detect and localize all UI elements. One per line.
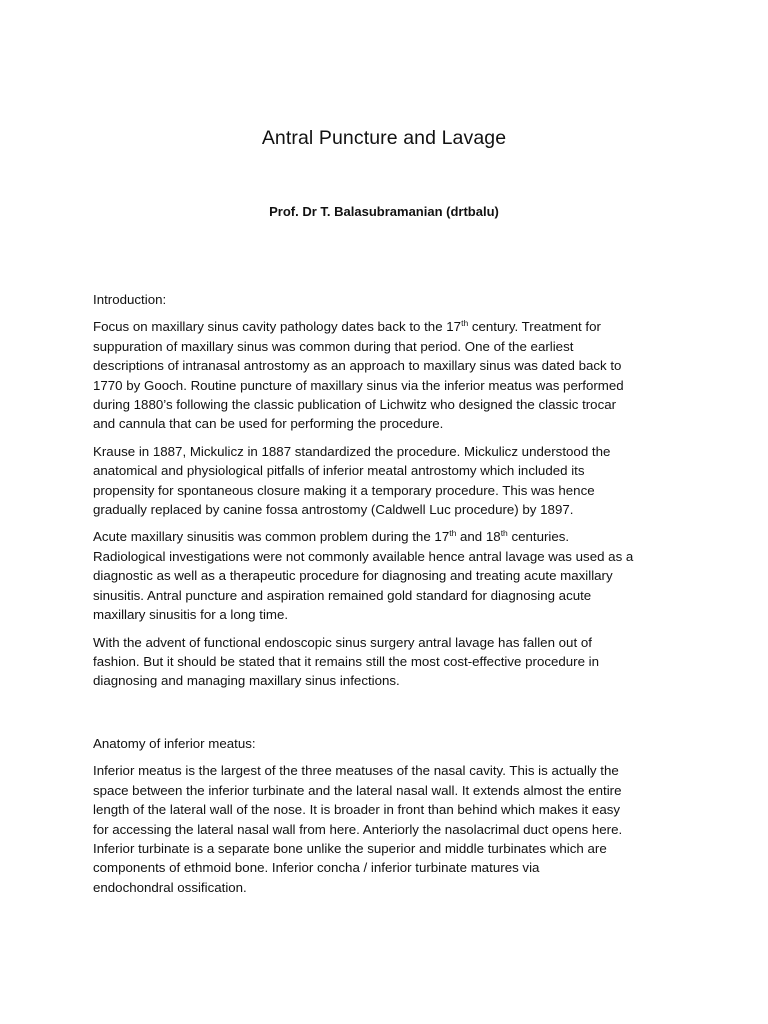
text-line: sinusitis. Antral puncture and aspiration remained gold standard for diagnosing acute xyxy=(93,587,592,603)
superscript: th xyxy=(449,528,457,539)
text-span: and 18 xyxy=(456,529,501,545)
superscript: th xyxy=(500,528,508,539)
text-span: Focus on maxillary sinus cavity pathology dates back to the 17 xyxy=(93,319,462,335)
text-line: Inferior turbinate is a separate bone unlike the superior and middle turbinates which are xyxy=(93,841,607,857)
text-line: propensity for spontaneous closure making it a temporary procedure. This was hence xyxy=(93,482,595,498)
text-line: Radiological investigations were not commonly available hence antral lavage was used as a xyxy=(93,548,634,564)
text-line: With the advent of functional endoscopic sinus surgery antral lavage has fallen out of xyxy=(93,634,592,650)
text-line: 1770 by Gooch. Routine puncture of maxillary sinus via the inferior meatus was performed xyxy=(93,377,624,393)
text-line: diagnosing and managing maxillary sinus infections. xyxy=(93,673,400,689)
introduction-paragraph-1 xyxy=(93,317,673,433)
text-line: endochondral ossification. xyxy=(93,879,247,895)
text-line: maxillary sinusitis for a long time. xyxy=(93,607,289,623)
document-title: Antral Puncture and Lavage xyxy=(261,127,507,149)
text-line: and cannula that can be used for performing the procedure. xyxy=(93,416,444,432)
text-span: Acute maxillary sinusitis was common problem during the 17 xyxy=(93,529,450,545)
text-span: centuries. xyxy=(507,529,570,545)
text-line: during 1880’s following the classic publication of Lichwitz who designed the classic trocar xyxy=(93,397,617,413)
text-line: gradually replaced by canine fossa antrostomy (Caldwell Luc procedure) by 1897. xyxy=(93,502,574,518)
text-line xyxy=(93,317,673,336)
text-line: anatomical and physiological pitfalls of inferior meatal antrostomy which included its xyxy=(93,463,585,479)
text-line: length of the lateral wall of the nose. It is broader in front than behind which makes it easy xyxy=(93,802,621,818)
introduction-paragraph-2 xyxy=(93,442,673,520)
anatomy-section xyxy=(93,734,673,905)
text-line: fashion. But it should be stated that it remains still the most cost-effective procedure in xyxy=(93,653,600,669)
document-author: Prof. Dr T. Balasubramanian (drtbalu) xyxy=(269,204,499,219)
text-line: Inferior meatus is the largest of the three meatuses of the nasal cavity. This is actually the xyxy=(93,763,619,779)
text-line: diagnostic as well as a therapeutic procedure for diagnosing and treating acute maxillary xyxy=(93,568,613,584)
anatomy-paragraph-1 xyxy=(93,761,673,897)
text-line xyxy=(93,527,673,546)
text-line: space between the inferior turbinate and the lateral nasal wall. It extends almost the entire xyxy=(93,782,622,798)
text-line: Krause in 1887, Mickulicz in 1887 standardized the procedure. Mickulicz understood the xyxy=(93,443,611,459)
introduction-paragraph-4 xyxy=(93,633,673,691)
text-line: for accessing the lateral nasal wall from here. Anteriorly the nasolacrimal duct opens here. xyxy=(93,821,623,837)
text-line: components of ethmoid bone. Inferior concha / inferior turbinate matures via xyxy=(93,860,540,876)
text-line: descriptions of intranasal antrostomy as an approach to maxillary sinus was dated back to xyxy=(93,358,622,374)
text-line: suppuration of maxillary sinus was common during that period. One of the earliest xyxy=(93,338,574,354)
superscript: th xyxy=(461,318,469,329)
text-span: century. Treatment for xyxy=(468,319,601,335)
introduction-section xyxy=(93,290,673,699)
introduction-heading: Introduction: xyxy=(93,292,167,307)
introduction-paragraph-3 xyxy=(93,527,673,624)
anatomy-heading: Anatomy of inferior meatus: xyxy=(93,736,256,751)
